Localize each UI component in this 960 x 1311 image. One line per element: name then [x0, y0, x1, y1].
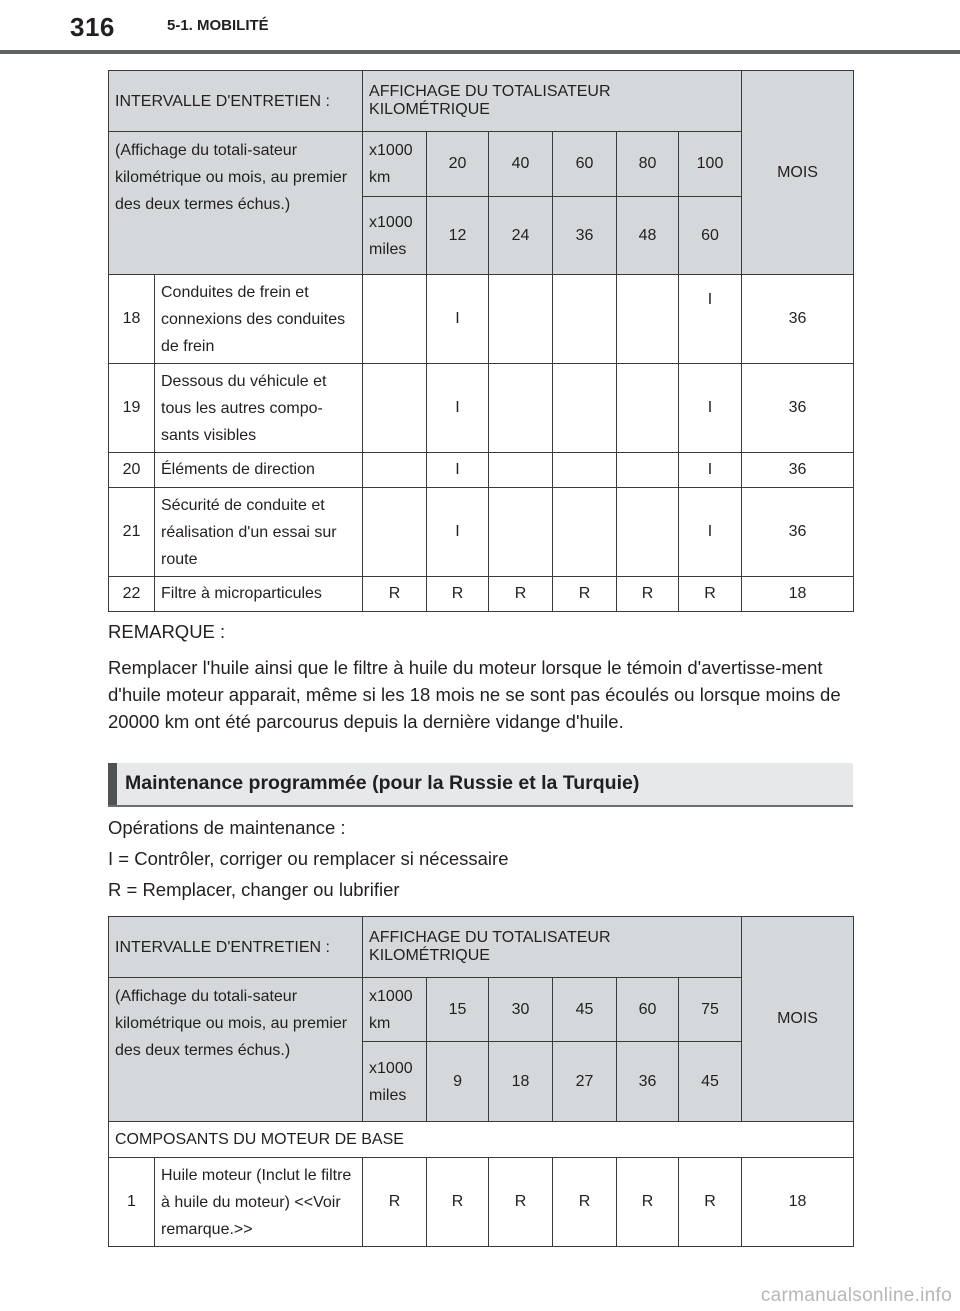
operation-r-definition: R = Remplacer, changer ou lubrifier [108, 879, 400, 900]
miles-value: 36 [617, 1042, 679, 1122]
row-months: 36 [742, 453, 854, 488]
miles-value: 27 [553, 1042, 617, 1122]
table-row [109, 453, 854, 488]
cell: R [679, 577, 742, 612]
row-number: 1 [109, 1158, 155, 1247]
cell [363, 488, 427, 577]
row-label: Conduites de frein et connexions des conduites de frein [155, 275, 363, 364]
table-row [109, 1158, 854, 1247]
km-value: 40 [489, 132, 553, 197]
km-value: 60 [617, 978, 679, 1042]
km-value: 100 [679, 132, 742, 197]
cell [489, 453, 553, 488]
cell [617, 275, 679, 364]
row-number: 18 [109, 275, 155, 364]
row-label: Sécurité de conduite et réalisation d'un essai sur route [155, 488, 363, 577]
miles-value: 24 [489, 197, 553, 275]
remark-text: Remplacer l'huile ainsi que le filtre à huile du moteur lorsque le témoin d'avertisse-ment d'huile moteur apparait, même si les 18 mois ne se sont pas écoulés ou lorsque moins de 20000 km ont été parcourus depuis la dernière vidange d'huile. [108, 657, 841, 732]
miles-value: 36 [553, 197, 617, 275]
cell: R [489, 1158, 553, 1247]
row-number: 21 [109, 488, 155, 577]
cell: R [553, 1158, 617, 1247]
table-row [109, 275, 854, 364]
odometer-display-label: AFFICHAGE DU TOTALISATEUR KILOMÉTRIQUE [363, 917, 742, 978]
cell: I [679, 488, 742, 577]
row-label: Huile moteur (Inclut le filtre à huile du moteur) <<Voir remarque.>> [155, 1158, 363, 1247]
cell: I [679, 453, 742, 488]
cell: I [679, 275, 742, 364]
cell [617, 364, 679, 453]
miles-unit: x1000 miles [363, 197, 427, 275]
group-row [109, 1122, 854, 1158]
odometer-display-label: AFFICHAGE DU TOTALISATEUR KILOMÉTRIQUE [363, 71, 742, 132]
row-months: 36 [742, 364, 854, 453]
cell: R [679, 1158, 742, 1247]
km-value: 20 [427, 132, 489, 197]
row-number: 22 [109, 577, 155, 612]
row-months: 18 [742, 577, 854, 612]
cell: I [427, 453, 489, 488]
km-value: 75 [679, 978, 742, 1042]
interval-label: INTERVALLE D'ENTRETIEN : [109, 71, 363, 132]
cell [553, 364, 617, 453]
cell [553, 453, 617, 488]
km-value: 80 [617, 132, 679, 197]
cell [553, 275, 617, 364]
cell [489, 275, 553, 364]
section-heading-text: Maintenance programmée (pour la Russie et la Turquie) [125, 772, 640, 794]
cell [363, 364, 427, 453]
remark-title: REMARQUE : [108, 621, 226, 642]
section-title: 5-1. MOBILITÉ [167, 17, 269, 34]
miles-value: 12 [427, 197, 489, 275]
row-months: 36 [742, 275, 854, 364]
miles-unit: x1000 miles [363, 1042, 427, 1122]
table-row [109, 364, 854, 453]
km-unit: x1000 km [363, 978, 427, 1042]
miles-value: 60 [679, 197, 742, 275]
cell: I [679, 364, 742, 453]
header-rule [0, 50, 960, 54]
cell: R [617, 1158, 679, 1247]
cell [363, 453, 427, 488]
km-value: 60 [553, 132, 617, 197]
cell [617, 488, 679, 577]
miles-value: 18 [489, 1042, 553, 1122]
cell: R [363, 577, 427, 612]
row-number: 19 [109, 364, 155, 453]
miles-value: 45 [679, 1042, 742, 1122]
km-value: 45 [553, 978, 617, 1042]
row-label: Éléments de direction [155, 453, 363, 488]
table-row [109, 488, 854, 577]
cell [553, 488, 617, 577]
cell: I [427, 364, 489, 453]
operations-intro: Opérations de maintenance : [108, 817, 346, 838]
maintenance-table-2 [108, 916, 854, 1247]
row-label: Filtre à microparticules [155, 577, 363, 612]
km-value: 30 [489, 978, 553, 1042]
km-value: 15 [427, 978, 489, 1042]
heading-accent [108, 763, 117, 805]
cell: R [427, 577, 489, 612]
cell: I [427, 275, 489, 364]
interval-note: (Affichage du totali-sateur kilométrique ou mois, au premier des deux termes échus.) [109, 978, 363, 1122]
cell [363, 275, 427, 364]
row-number: 20 [109, 453, 155, 488]
cell: R [617, 577, 679, 612]
miles-value: 48 [617, 197, 679, 275]
section-heading [108, 763, 853, 807]
months-header: MOIS [742, 71, 854, 275]
interval-note: (Affichage du totali-sateur kilométrique ou mois, au premier des deux termes échus.) [109, 132, 363, 275]
operation-i-definition: I = Contrôler, corriger ou remplacer si nécessaire [108, 848, 509, 869]
cell: R [427, 1158, 489, 1247]
cell [489, 488, 553, 577]
page-number: 316 [70, 12, 115, 42]
row-months: 18 [742, 1158, 854, 1247]
months-header: MOIS [742, 917, 854, 1122]
cell: R [553, 577, 617, 612]
table-row [109, 577, 854, 612]
group-label: COMPOSANTS DU MOTEUR DE BASE [109, 1122, 854, 1158]
interval-label: INTERVALLE D'ENTRETIEN : [109, 917, 363, 978]
cell [617, 453, 679, 488]
cell: I [427, 488, 489, 577]
maintenance-table-1 [108, 70, 854, 612]
miles-value: 9 [427, 1042, 489, 1122]
watermark: carmanualsonline.info [760, 1285, 952, 1306]
cell [489, 364, 553, 453]
km-unit: x1000 km [363, 132, 427, 197]
cell: R [363, 1158, 427, 1247]
cell: R [489, 577, 553, 612]
row-label: Dessous du véhicule et tous les autres compo-sants visibles [155, 364, 363, 453]
row-months: 36 [742, 488, 854, 577]
